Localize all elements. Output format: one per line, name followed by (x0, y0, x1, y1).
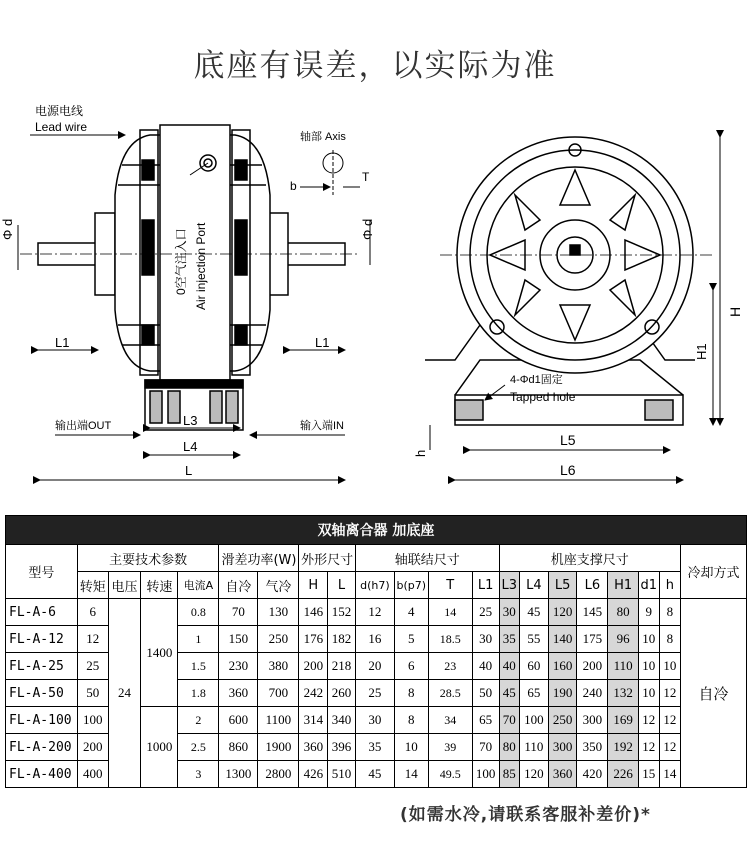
model-cell: FL-A-200 (6, 734, 78, 761)
cell-h: 12 (659, 734, 681, 761)
cell-torque: 6 (77, 599, 108, 626)
header-H1: H1 (608, 572, 639, 599)
header-h: h (659, 572, 681, 599)
model-cell: FL-A-25 (6, 653, 78, 680)
header-voltage: 电压 (108, 572, 141, 599)
header-L: L (328, 572, 356, 599)
page-title: 底座有误差，以实际为准 (193, 48, 557, 84)
cell-h: 10 (659, 653, 681, 680)
model-cell: FL-A-12 (6, 626, 78, 653)
cell-torque: 12 (77, 626, 108, 653)
cell-H: 360 (299, 734, 328, 761)
footer-note: (如需水冷,请联系客服补差价)* (400, 805, 651, 825)
cell-L: 510 (328, 761, 356, 788)
cell-current: 1 (178, 626, 219, 653)
l1-left: L1 (55, 335, 70, 350)
cell-natural: 150 (219, 626, 258, 653)
header-cooling: 冷却方式 (681, 545, 747, 599)
h-small-label: h (413, 449, 428, 457)
cell-b: 14 (394, 761, 428, 788)
fix-label: 4-Φd1固定 (510, 374, 563, 386)
cell-air: 1900 (258, 734, 299, 761)
cell-current: 0.8 (178, 599, 219, 626)
cell-air: 380 (258, 653, 299, 680)
out-label: 输出端OUT (55, 420, 112, 432)
cell-b: 10 (394, 734, 428, 761)
cell-b: 8 (394, 707, 428, 734)
cell-torque: 400 (77, 761, 108, 788)
cell-air: 250 (258, 626, 299, 653)
cell-L: 218 (328, 653, 356, 680)
cell-L3: 70 (499, 707, 520, 734)
cell-natural: 70 (219, 599, 258, 626)
cell-L1: 65 (472, 707, 499, 734)
cell-current: 3 (178, 761, 219, 788)
cell-T: 23 (428, 653, 472, 680)
l1-right: L1 (315, 335, 330, 350)
cell-b: 4 (394, 599, 428, 626)
cell-H1: 169 (608, 707, 639, 734)
header-torque: 转矩 (77, 572, 108, 599)
cell-d1: 9 (639, 599, 660, 626)
cell-air: 130 (258, 599, 299, 626)
cell-b: 6 (394, 653, 428, 680)
cell-L3: 80 (499, 734, 520, 761)
header-L4: L4 (520, 572, 549, 599)
phi-d-right: Φ d (360, 218, 375, 240)
front-view (425, 137, 715, 425)
cell-d1: 15 (639, 761, 660, 788)
table-title: 双轴离合器 加底座 (6, 516, 747, 545)
table-row (6, 599, 747, 626)
cell-L1: 50 (472, 680, 499, 707)
header-natural: 自冷 (219, 572, 258, 599)
cell-d1: 10 (639, 680, 660, 707)
h1-label: H1 (694, 343, 709, 360)
cell-d: 12 (355, 599, 394, 626)
cell-torque: 100 (77, 707, 108, 734)
cell-H: 176 (299, 626, 328, 653)
cell-d1: 12 (639, 734, 660, 761)
cell-L6: 175 (577, 626, 608, 653)
cell-H: 426 (299, 761, 328, 788)
cell-H: 146 (299, 599, 328, 626)
cell-H: 200 (299, 653, 328, 680)
header-current: 电流A (178, 572, 219, 599)
b-label: b (290, 179, 297, 193)
cell-H: 314 (299, 707, 328, 734)
side-view (20, 125, 360, 430)
cell-L3: 30 (499, 599, 520, 626)
cell-L6: 300 (577, 707, 608, 734)
l-label: L (185, 463, 193, 478)
cell-torque: 200 (77, 734, 108, 761)
header-air: 气冷 (258, 572, 299, 599)
cell-L1: 40 (472, 653, 499, 680)
cell-h: 8 (659, 626, 681, 653)
cell-L4: 65 (520, 680, 549, 707)
cell-L: 182 (328, 626, 356, 653)
cell-L: 152 (328, 599, 356, 626)
technical-drawing (0, 95, 750, 510)
cell-L1: 100 (472, 761, 499, 788)
cell-L6: 420 (577, 761, 608, 788)
cell-h: 12 (659, 707, 681, 734)
spec-table (5, 515, 747, 788)
cell-d: 35 (355, 734, 394, 761)
header-speed: 转速 (141, 572, 178, 599)
cell-b: 5 (394, 626, 428, 653)
h-cap-label: H (727, 306, 743, 317)
header-L1: L1 (472, 572, 499, 599)
t-label: T (362, 170, 370, 184)
cell-H1: 110 (608, 653, 639, 680)
cell-current: 1.5 (178, 653, 219, 680)
speed-cell-2: 1000 (141, 707, 178, 788)
cell-air: 2800 (258, 761, 299, 788)
cell-d1: 12 (639, 707, 660, 734)
header-model: 型号 (6, 545, 78, 599)
axis-label: 轴部 Axis (300, 131, 346, 143)
cell-L: 260 (328, 680, 356, 707)
cell-L5: 300 (548, 734, 577, 761)
cell-L4: 55 (520, 626, 549, 653)
voltage-cell: 24 (108, 599, 141, 788)
cell-L6: 200 (577, 653, 608, 680)
lead-wire-cn: 电源电线 (35, 104, 84, 118)
cell-L4: 45 (520, 599, 549, 626)
cell-L4: 60 (520, 653, 549, 680)
cell-L5: 190 (548, 680, 577, 707)
cell-L4: 110 (520, 734, 549, 761)
cell-T: 18.5 (428, 626, 472, 653)
cell-L3: 35 (499, 626, 520, 653)
header-shaft: 轴联结尺寸 (355, 545, 499, 572)
lead-wire-en: Lead wire (35, 120, 88, 134)
cell-d1: 10 (639, 653, 660, 680)
cell-L4: 100 (520, 707, 549, 734)
cell-d: 45 (355, 761, 394, 788)
model-cell: FL-A-100 (6, 707, 78, 734)
cell-L5: 250 (548, 707, 577, 734)
l5-label: L5 (560, 432, 576, 448)
cell-L: 396 (328, 734, 356, 761)
cell-L3: 40 (499, 653, 520, 680)
cell-H1: 132 (608, 680, 639, 707)
cell-L5: 360 (548, 761, 577, 788)
cell-L6: 240 (577, 680, 608, 707)
phi-d-left: Φ d (0, 218, 15, 240)
spec-table-wrap (5, 515, 747, 788)
air-port-en: Air injection Port (194, 222, 208, 310)
air-port-cn: 0空气注入口 (174, 228, 188, 295)
cell-T: 28.5 (428, 680, 472, 707)
cell-L1: 70 (472, 734, 499, 761)
speed-cell-1: 1400 (141, 599, 178, 707)
cell-d: 30 (355, 707, 394, 734)
cell-h: 12 (659, 680, 681, 707)
cell-natural: 230 (219, 653, 258, 680)
cell-L6: 145 (577, 599, 608, 626)
cell-air: 700 (258, 680, 299, 707)
cell-current: 2 (178, 707, 219, 734)
cell-air: 1100 (258, 707, 299, 734)
spec-table-body (6, 599, 747, 788)
cell-d: 25 (355, 680, 394, 707)
cell-current: 1.8 (178, 680, 219, 707)
cell-h: 14 (659, 761, 681, 788)
cell-T: 39 (428, 734, 472, 761)
header-d1: d1 (639, 572, 660, 599)
cell-natural: 360 (219, 680, 258, 707)
cell-L1: 25 (472, 599, 499, 626)
header-T: T (428, 572, 472, 599)
cell-L3: 85 (499, 761, 520, 788)
header-b: b(p7) (394, 572, 428, 599)
cell-L4: 120 (520, 761, 549, 788)
header-L3: L3 (499, 572, 520, 599)
cell-L5: 120 (548, 599, 577, 626)
cell-natural: 600 (219, 707, 258, 734)
l3-label: L3 (183, 413, 198, 428)
l4-label: L4 (183, 439, 198, 454)
cell-L5: 160 (548, 653, 577, 680)
cooling-cell: 自冷 (681, 599, 747, 788)
cell-d: 20 (355, 653, 394, 680)
cell-H: 242 (299, 680, 328, 707)
l6-label: L6 (560, 462, 576, 478)
cell-d1: 10 (639, 626, 660, 653)
header-L6: L6 (577, 572, 608, 599)
cell-current: 2.5 (178, 734, 219, 761)
cell-H1: 96 (608, 626, 639, 653)
header-slip-power: 滑差功率(W) (219, 545, 299, 572)
header-d: d(h7) (355, 572, 394, 599)
header-base: 机座支撑尺寸 (499, 545, 681, 572)
cell-L1: 30 (472, 626, 499, 653)
cell-torque: 25 (77, 653, 108, 680)
model-cell: FL-A-50 (6, 680, 78, 707)
cell-b: 8 (394, 680, 428, 707)
model-cell: FL-A-6 (6, 599, 78, 626)
header-main-params: 主要技术参数 (77, 545, 219, 572)
header-L5: L5 (548, 572, 577, 599)
cell-T: 49.5 (428, 761, 472, 788)
cell-h: 8 (659, 599, 681, 626)
cell-natural: 1300 (219, 761, 258, 788)
header-H: H (299, 572, 328, 599)
cell-L3: 45 (499, 680, 520, 707)
cell-L6: 350 (577, 734, 608, 761)
tapped-label: Tapped hole (510, 390, 576, 404)
cell-L: 340 (328, 707, 356, 734)
cell-d: 16 (355, 626, 394, 653)
cell-T: 14 (428, 599, 472, 626)
cell-H1: 192 (608, 734, 639, 761)
cell-torque: 50 (77, 680, 108, 707)
cell-H1: 80 (608, 599, 639, 626)
in-label: 输入端IN (300, 420, 344, 432)
model-cell: FL-A-400 (6, 761, 78, 788)
header-outer: 外形尺寸 (299, 545, 355, 572)
cell-L5: 140 (548, 626, 577, 653)
cell-H1: 226 (608, 761, 639, 788)
cell-T: 34 (428, 707, 472, 734)
cell-natural: 860 (219, 734, 258, 761)
